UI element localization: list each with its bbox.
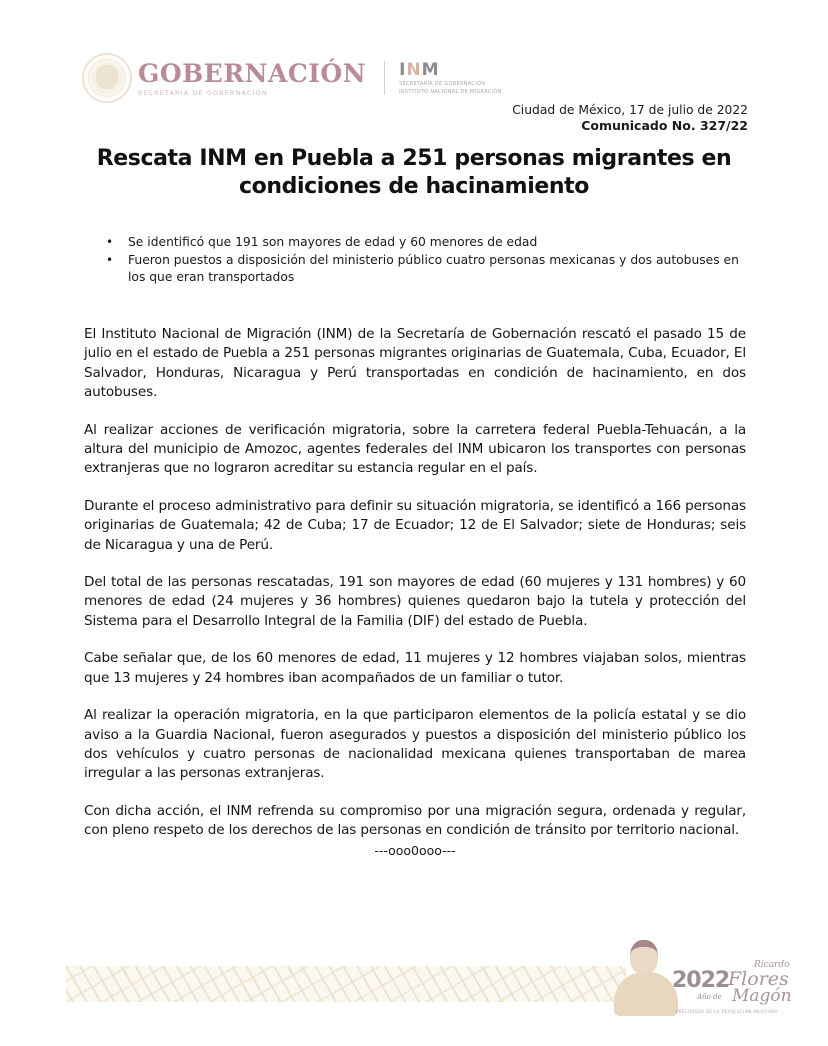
comunicado-number: Comunicado No. 327/22	[581, 118, 748, 133]
paragraph: El Instituto Nacional de Migración (INM) de la Secretaría de Gobernación rescató el pasado 15 de julio en el estado de Puebla a 251 personas migrantes originarias de Guatemala, Cuba, Ecuador, El Salvador, Honduras, Nicaragua y Perú transportadas en condición de hacinamiento, en dos autobuses.	[84, 326, 746, 401]
inm-logo-letter-n: N	[406, 59, 422, 80]
portrait-head	[630, 940, 658, 974]
brand-ano-de: Año de	[697, 993, 722, 1001]
highlight-item	[106, 252, 756, 287]
paragraph: Cabe señalar que, de los 60 menores de edad, 11 mujeres y 12 hombres viajaban solos, mientras que 13 mujeres y 24 hombres iban acompañados de un familiar o tutor.	[84, 650, 746, 686]
press-release-title: Rescata INM en Puebla a 251 personas migrantes en condiciones de hacinamiento	[96, 146, 732, 199]
bullet-icon: •	[106, 252, 114, 267]
year-brand-logo	[672, 958, 792, 1018]
inm-logo	[399, 61, 502, 96]
press-release-body	[84, 325, 746, 858]
highlights-list	[106, 234, 756, 287]
brand-year: 2022	[672, 968, 730, 993]
bullet-icon: •	[106, 235, 114, 249]
letterhead	[82, 48, 502, 108]
paragraph: Durante el proceso administrativo para definir su situación migratoria, se identificó a 166 personas originarias de Guatemala; 42 de Cuba; 17 de Ecuador; 12 de El Salvador; siete de Honduras; seis de Nicaragua y una de Perú.	[84, 497, 746, 553]
decorative-pattern-icon	[66, 966, 626, 1002]
gobernacion-title: GOBERNACIÓN	[138, 58, 367, 88]
coat-of-arms-icon	[82, 53, 132, 103]
gobernacion-logo	[138, 60, 366, 97]
inm-subtitle-line2: INSTITUTO NACIONAL DE MIGRACIÓN	[399, 89, 502, 95]
inm-subtitle-line1: SECRETARÍA DE GOBERNACIÓN	[399, 80, 486, 87]
paragraph: Al realizar la operación migratoria, en la que participaron elementos de la policía estatal y se dio aviso a la Guardia Nacional, fueron asegurados y puestos a disposición del ministerio público los dos vehículos y cuatro personas de nacionalidad mexicana quienes transportaban de marea irregular a las personas extranjeras.	[84, 707, 746, 782]
highlight-item	[106, 234, 756, 252]
brand-name-last: Magón	[732, 986, 792, 1006]
place-date: Ciudad de México, 17 de julio de 2022	[512, 103, 748, 117]
inm-logo-mark	[399, 61, 502, 79]
gobernacion-subtitle: SECRETARÍA DE GOBERNACIÓN	[138, 88, 268, 97]
brand-tagline: PRECURSOR DE LA REVOLUCIÓN MEXICANA	[676, 1009, 778, 1014]
paragraph: Al realizar acciones de verificación migratoria, sobre la carretera federal Puebla-Tehuacán, a la altura del municipio de Amozoc, agentes federales del INM ubicaron los transportes con personas extranjeras que no lograron acreditar su estancia regular en el país.	[84, 421, 746, 477]
paragraph: Del total de las personas rescatadas, 191 son mayores de edad (60 mujeres y 131 hombres) y 60 menores de edad (24 mujeres y 36 hombres) quienes quedaron bajo la tutela y protección del Sistema para el Desarrollo Integral de la Familia (DIF) del estado de Puebla.	[84, 574, 746, 629]
highlight-text: Se identificó que 191 son mayores de edad y 60 menores de edad	[128, 235, 538, 249]
brand-name-first: Ricardo	[754, 960, 790, 970]
inm-logo-letter-m: M	[421, 59, 440, 80]
header-divider	[384, 61, 385, 95]
highlight-text: Fueron puestos a disposición del ministerio público cuatro personas mexicanas y dos autobuses en los que eran transportados	[128, 252, 739, 284]
closing-mark: ---ooo0ooo---	[374, 842, 456, 858]
dateline	[512, 102, 748, 134]
portrait-body	[614, 972, 678, 1016]
inm-logo-letter-i: I	[399, 59, 407, 80]
brand-name-middle: Flores	[728, 968, 789, 990]
paragraph: Con dicha acción, el INM refrenda su compromiso por una migración segura, ordenada y regular, con pleno respeto de los derechos de las personas en condición de tránsito por territorio nacional.	[84, 802, 746, 839]
